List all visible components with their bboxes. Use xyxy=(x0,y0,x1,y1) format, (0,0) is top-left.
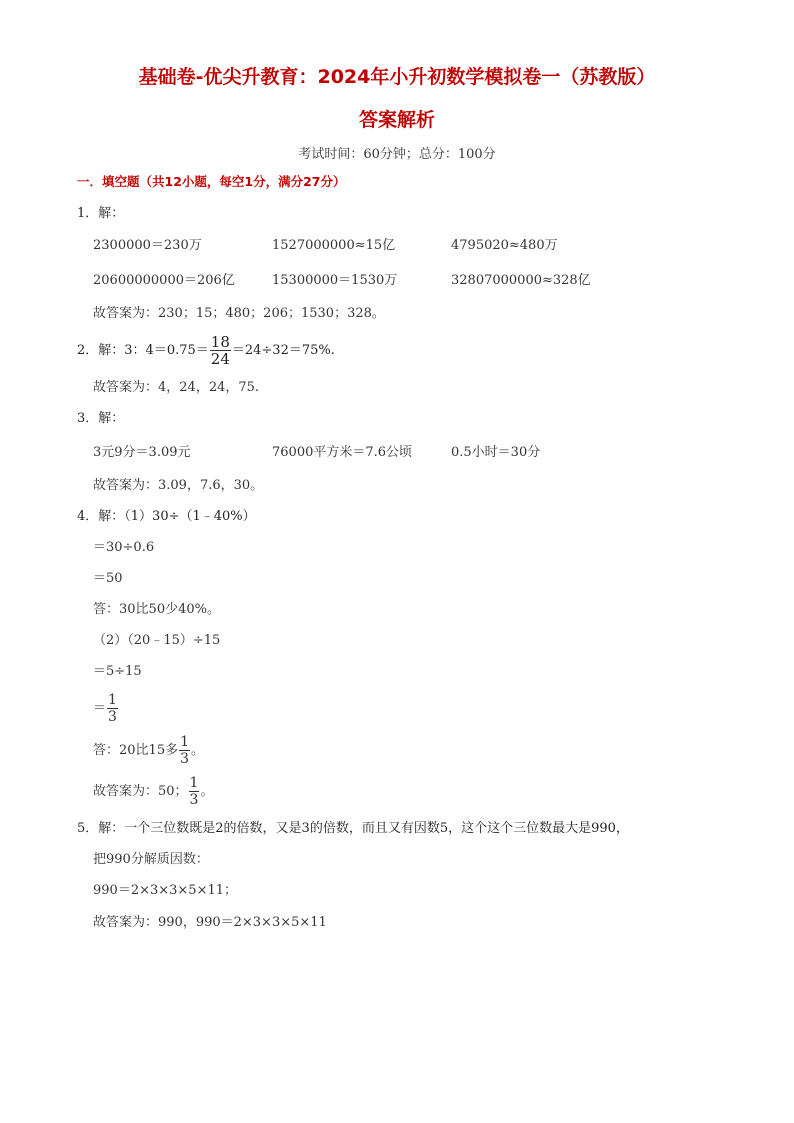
q2-fraction xyxy=(210,334,231,367)
q2-frac-num: 18 xyxy=(210,333,230,351)
q1-r2c1: 20600000000＝206亿 xyxy=(93,273,235,288)
q2-expr-a: 3：4＝0.75＝ xyxy=(124,343,209,358)
q1-r2c2: 15300000＝1530万 xyxy=(272,273,398,288)
q5-l4: 故答案为：990，990＝2×3×3×5×11 xyxy=(93,915,327,930)
q4-l9-pre: 故答案为：50； xyxy=(93,784,188,799)
q4-l9-fraction xyxy=(189,775,200,808)
q4-l8-den: 3 xyxy=(180,751,190,767)
q4-l9-den: 3 xyxy=(189,792,199,808)
q1-r2c3: 32807000000≈328亿 xyxy=(451,273,591,288)
q2-label: 2．解： xyxy=(77,343,125,358)
q5-l1: 一个三位数既是2的倍数，又是3的倍数，而且又有因数5，这个这个三位数最大是990， xyxy=(124,821,629,836)
q4-l9-num: 1 xyxy=(189,775,199,791)
q4-l7-den: 3 xyxy=(108,709,117,725)
q1-label: 1．解： xyxy=(77,206,125,221)
q4-l1: （1）30÷（1﹣40%） xyxy=(124,509,256,524)
q4-l7 xyxy=(93,691,119,727)
q4-l3: ＝50 xyxy=(93,571,123,586)
q4-l8-num: 1 xyxy=(180,734,190,750)
q3-c3: 0.5小时＝30分 xyxy=(451,445,541,460)
q1-answer: 故答案为：230；15；480；206；1530；328。 xyxy=(93,306,385,321)
q3-c2: 76000平方米＝7.6公顷 xyxy=(272,445,413,460)
q2-expr-b: ＝24÷32＝75%. xyxy=(231,343,335,358)
q4-l6: ＝5÷15 xyxy=(93,664,142,679)
q4-l5: （2）（20﹣15）÷15 xyxy=(93,633,221,648)
q4-l8 xyxy=(93,733,204,769)
q5-line1 xyxy=(77,820,629,838)
q5-l2: 把990分解质因数： xyxy=(93,852,209,867)
q3-c1: 3元9分＝3.09元 xyxy=(93,445,191,460)
q3-answer: 故答案为：3.09，7.6，30。 xyxy=(93,478,264,493)
q4-line1 xyxy=(77,508,256,526)
exam-meta: 考试时间：60分钟；总分：100分 xyxy=(298,147,496,162)
q5-label: 5．解： xyxy=(77,821,125,836)
q4-l8-pre: 答：20比15多 xyxy=(93,743,179,758)
q2-answer: 故答案为：4，24，24，75. xyxy=(93,380,260,395)
q3-label: 3．解： xyxy=(77,411,125,426)
q1-r1c3: 4795020≈480万 xyxy=(451,238,558,253)
q4-l7-eq: ＝ xyxy=(93,701,107,716)
page-subtitle: 答案解析 xyxy=(358,109,435,131)
section-heading: 一．填空题（共12小题，每空1分，满分27分） xyxy=(77,174,346,189)
q4-l9-post: 。 xyxy=(200,784,214,799)
q1-r1c2: 1527000000≈15亿 xyxy=(272,238,396,253)
q4-l2: ＝30÷0.6 xyxy=(93,540,155,555)
q4-l8-post: 。 xyxy=(191,743,205,758)
q4-l9 xyxy=(93,774,213,810)
q4-label: 4．解： xyxy=(77,509,125,524)
q4-l7-fraction xyxy=(107,692,118,725)
q5-l3: 990＝2×3×3×5×11； xyxy=(93,883,238,898)
q2-frac-den: 24 xyxy=(210,350,230,368)
q1-r1c1: 2300000＝230万 xyxy=(93,238,202,253)
q4-l7-num: 1 xyxy=(108,692,117,708)
q2-line xyxy=(77,333,335,369)
q4-l4: 答：30比50少40%。 xyxy=(93,602,220,617)
page-title: 基础卷-优尖升教育：2024年小升初数学模拟卷一（苏教版） xyxy=(138,66,656,88)
q4-l8-fraction xyxy=(179,734,190,767)
